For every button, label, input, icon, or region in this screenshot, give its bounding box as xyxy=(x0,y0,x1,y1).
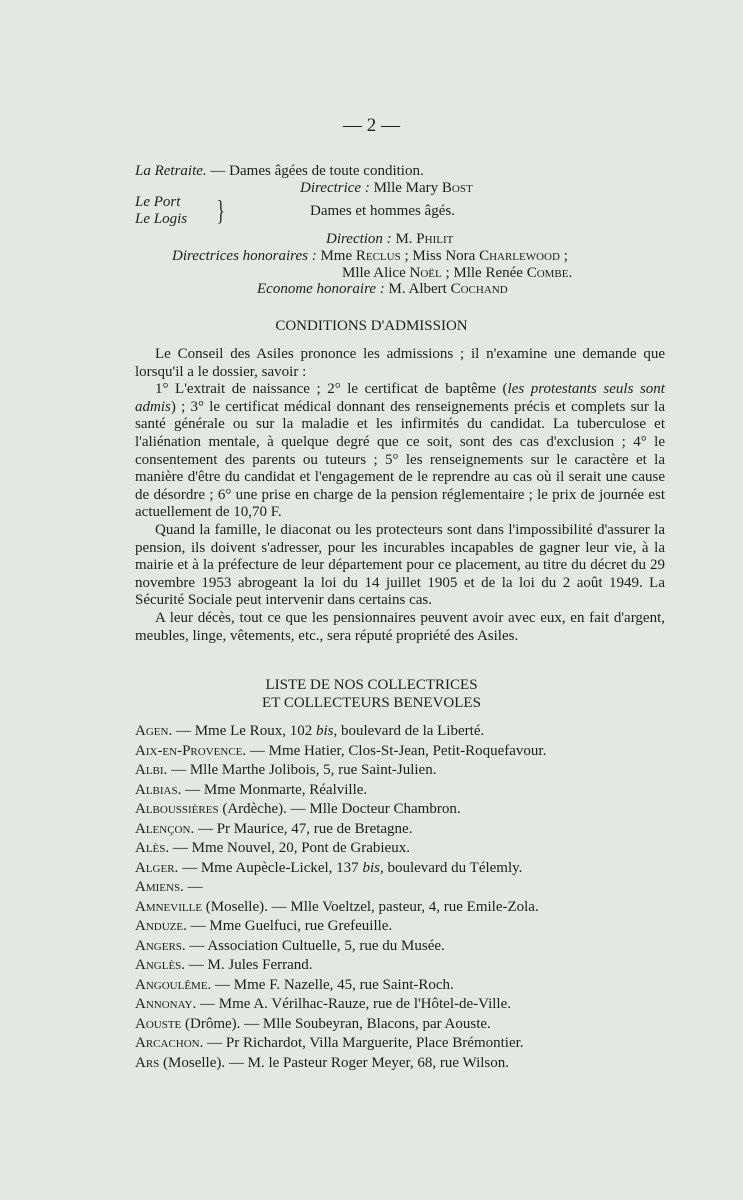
directrices-honoraires-line1 xyxy=(172,247,568,265)
econome-name: M. Albert xyxy=(384,281,451,297)
page-number: — 2 — xyxy=(343,115,400,136)
list-item-town: Anduze. xyxy=(135,918,187,934)
brace-icon: } xyxy=(216,196,225,227)
directrice-label: Directrice : xyxy=(300,180,370,196)
list-item-town: Albias. xyxy=(135,781,182,798)
list-item-town: Alès. xyxy=(135,840,170,856)
honoraires-label: Directrices honoraires : xyxy=(172,248,317,264)
conditions-paragraph-2 xyxy=(135,381,665,522)
list-item-town: Anglès. xyxy=(135,957,186,973)
list-item xyxy=(135,976,655,996)
honoraires-surname: Noël xyxy=(409,265,442,281)
list-item-town: Ars xyxy=(135,1054,160,1071)
honoraires-surname: Combe xyxy=(526,265,569,281)
econome-surname: Cochand xyxy=(450,281,508,297)
honoraires-text: . xyxy=(568,265,573,281)
list-item xyxy=(135,878,655,898)
list-item-town: Alboussières xyxy=(135,801,219,817)
list-item xyxy=(135,898,655,918)
list-item-town: Angoulême. xyxy=(135,976,212,993)
retraite-directrice xyxy=(300,179,473,197)
list-item-text: — xyxy=(183,879,203,895)
list-item-text: — Mme Nouvel, 20, Pont de Grabieux. xyxy=(169,840,410,856)
econome-label: Econome honoraire : xyxy=(257,281,385,297)
collector-list xyxy=(135,722,655,1073)
directrice-surname: Bost xyxy=(441,180,473,196)
list-item xyxy=(135,917,655,937)
list-item-town: Alger. xyxy=(135,859,179,876)
list-item xyxy=(135,956,655,976)
list-item-town: Amiens. xyxy=(135,879,184,895)
direction-surname: Philit xyxy=(416,231,454,247)
conditions-body xyxy=(135,346,665,645)
list-item-text: (Moselle). — M. le Pasteur Roger Meyer, 68, rue Wilson. xyxy=(159,1054,509,1071)
econome-line xyxy=(257,280,508,298)
list-item xyxy=(135,839,655,859)
list-item-text: — Mme A. Vérilhac-Rauze, rue de l'Hôtel-de-Ville. xyxy=(196,996,512,1012)
list-item-text: — Pr Maurice, 47, rue de Bretagne. xyxy=(194,820,413,837)
list-item-text: — Mme Le Roux, 102 xyxy=(172,723,316,739)
liste-heading-2: ET COLLECTEURS BENEVOLES xyxy=(262,695,481,711)
list-item-text: — Mme F. Nazelle, 45, rue Saint-Roch. xyxy=(211,976,454,993)
honoraires-text: Mme xyxy=(316,248,356,264)
list-item xyxy=(135,1015,655,1035)
paragraph-italic: les protestants seuls sont admis xyxy=(135,381,665,415)
list-item xyxy=(135,742,655,762)
list-item-text: (Moselle). — Mlle Voeltzel, pasteur, 4, rue Emile-Zola. xyxy=(202,898,539,915)
list-item xyxy=(135,859,655,879)
port-label: Le Port xyxy=(135,194,181,210)
port-logis-text: Dames et hommes âgés. xyxy=(310,203,455,219)
list-item-tail: boulevard de la Liberté. xyxy=(337,723,485,739)
list-item xyxy=(135,781,655,801)
list-item xyxy=(135,937,655,957)
conditions-paragraph-4: A leur décès, tout ce que les pensionnaires peuvent avoir avec eux, en fait d'argent, meubles, linge, vêtements, etc., sera réputé propriété des Asiles. xyxy=(135,609,665,644)
list-item xyxy=(135,995,655,1015)
port-logis-direction xyxy=(326,230,453,248)
paragraph-text: ) ; 3° le certificat médical donnant des renseignements précis et complets sur la santé générale ou sur la maladie et les infirmités du candidat. La tuberculose et l'aliénation mentale, à quelque degré que ce soit, sont des cas d'exclusion ; 4° le consentement des parents ou tuteurs ; 5° les renseignements sur le caractère et la manière d'être du candidat et l'engagement de le reprendre au cas où il serait une cause de désordre ; 6° une prise en charge de la pension réglementaire ; le prix de journée est actuellement de 10,70 F. xyxy=(135,398,665,521)
conditions-heading: CONDITIONS D'ADMISSION xyxy=(275,318,468,334)
retraite-line xyxy=(135,162,424,180)
list-item xyxy=(135,761,655,781)
list-item-text: — Mme Monmarte, Réalville. xyxy=(181,781,368,798)
direction-name: M. xyxy=(391,231,417,247)
paragraph-text: 1° L'extrait de naissance ; 2° le certificat de baptême ( xyxy=(155,381,508,398)
conditions-paragraph-3: Quand la famille, le diaconat ou les protecteurs sont dans l'impossibilité d'assurer la pension, ils doivent s'adresser, pour les incurables incapables de gagner leur vie, à la mairie et à la préfecture de leur département pour ce placement, au titre du décret du 29 novembre 1953 abrogeant la loi du 14 juillet 1905 et de la loi du 2 août 1949. La Sécurité Sociale peut intervenir dans certains cas. xyxy=(135,521,665,609)
list-item-town: Amneville xyxy=(135,898,203,915)
list-item-text: — Pr Richardot, Villa Marguerite, Place Brémontier. xyxy=(203,1035,524,1051)
honoraires-surname: Reclus xyxy=(355,248,401,264)
list-item xyxy=(135,1054,655,1074)
list-item-text: — Mme Hatier, Clos-St-Jean, Petit-Roquefavour. xyxy=(246,742,547,759)
honoraires-surname: Charlewood xyxy=(479,248,560,264)
direction-label: Direction : xyxy=(326,231,392,247)
directrice-name: Mlle Mary xyxy=(369,180,442,196)
list-item-town: Albi. xyxy=(135,762,168,778)
honoraires-text: Mlle Alice xyxy=(342,265,410,281)
list-item-text: — Mme Aupècle-Lickel, 137 xyxy=(178,859,363,876)
liste-heading-1: LISTE DE NOS COLLECTRICES xyxy=(265,677,478,693)
logis-label: Le Logis xyxy=(135,211,188,227)
list-item-town: Aouste xyxy=(135,1015,182,1032)
list-item-tail: boulevard du Télemly. xyxy=(383,859,523,876)
retraite-label: La Retraite. xyxy=(135,163,207,179)
list-item-italic: bis, xyxy=(315,723,338,739)
retraite-text: — Dames âgées de toute condition. xyxy=(206,163,424,179)
list-item xyxy=(135,800,655,820)
list-item-text: — M. Jules Ferrand. xyxy=(185,957,313,973)
list-item-town: Aix-en-Provence. xyxy=(135,742,247,759)
honoraires-text: ; xyxy=(559,248,568,264)
list-item-text: — Association Cultuelle, 5, rue du Musée. xyxy=(185,937,445,954)
list-item-italic: bis, xyxy=(362,859,384,876)
list-item xyxy=(135,1034,655,1054)
list-item-text: — Mlle Marthe Jolibois, 5, rue Saint-Julien. xyxy=(167,762,437,778)
list-item-town: Agen. xyxy=(135,723,173,739)
list-item xyxy=(135,722,655,742)
honoraires-text: ; Miss Nora xyxy=(400,248,480,264)
list-item-town: Alençon. xyxy=(135,820,195,837)
list-item xyxy=(135,820,655,840)
list-item-text: (Drôme). — Mlle Soubeyran, Blacons, par Aouste. xyxy=(181,1015,491,1032)
honoraires-text: ; Mlle Renée xyxy=(441,265,527,281)
list-item-town: Arcachon. xyxy=(135,1035,204,1051)
list-item-town: Angers. xyxy=(135,937,186,954)
conditions-paragraph-1: Le Conseil des Asiles prononce les admissions ; il n'examine une demande que lorsqu'il a le dossier, savoir : xyxy=(135,346,665,380)
list-item-text: (Ardèche). — Mlle Docteur Chambron. xyxy=(218,801,461,817)
list-item-town: Annonay. xyxy=(135,996,197,1012)
list-item-text: — Mme Guelfuci, rue Grefeuille. xyxy=(186,918,393,934)
